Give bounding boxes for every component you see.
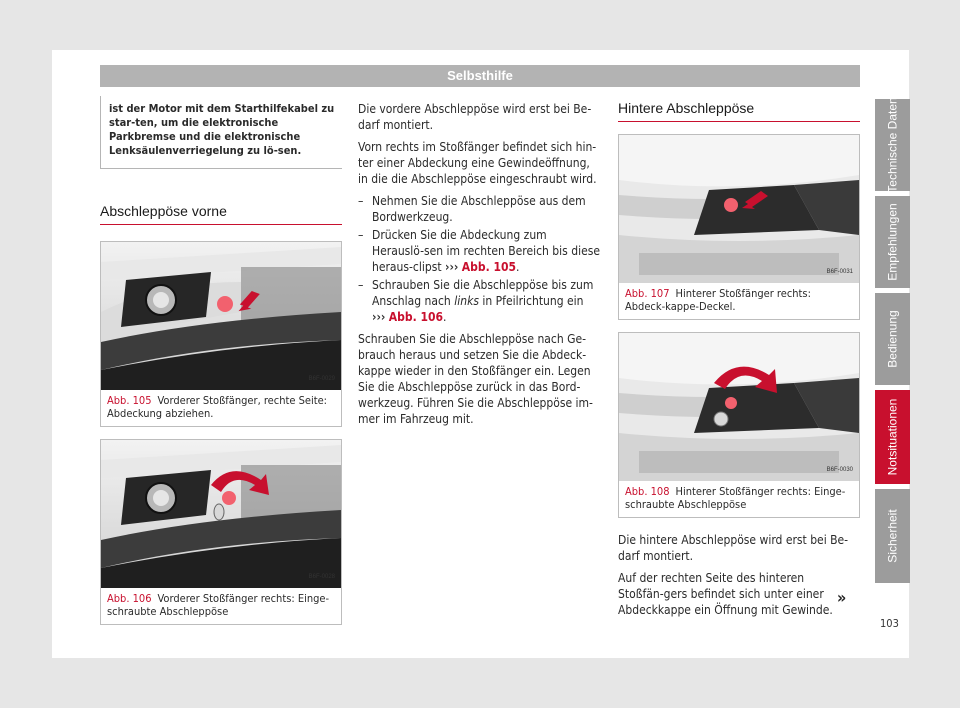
figure-caption: [101, 390, 341, 426]
section-title-front: Abschleppöse vorne: [100, 203, 342, 225]
figure-code: B6F-0030: [826, 467, 853, 473]
reference-chevron: ›››: [372, 310, 386, 324]
figure-label: Abb. 108: [625, 485, 670, 498]
column-left: [100, 96, 342, 625]
step-text: in Pfeilrichtung ein: [482, 294, 584, 308]
figure-108: [618, 332, 860, 518]
instruction-list: [358, 193, 600, 325]
reference-chevron: ›››: [445, 260, 459, 274]
step-text: Schrauben Sie die Abschleppöse bis zum Anschlag nach: [372, 278, 594, 308]
column-right: [618, 100, 860, 624]
figure-reference-link[interactable]: Abb. 106: [388, 310, 443, 324]
step-text: Nehmen Sie die Abschleppöse aus dem Bordwerkzeug.: [372, 194, 586, 224]
figure-caption-text: Hinterer Stoßfänger rechts: Abdeck-kappe-Deckel.: [625, 287, 811, 313]
tab-bedienung[interactable]: Bedienung: [875, 293, 910, 385]
figure-caption-text: Vorderer Stoßfänger, rechte Seite: Abdeckung abziehen.: [107, 394, 328, 420]
tab-technische-daten[interactable]: Technische Daten: [875, 99, 910, 191]
paragraph: Vorn rechts im Stoßfänger befindet sich hin-ter einer Abdeckung eine Gewindeöffnung, in die die Abschleppöse eingeschraubt wird.: [358, 140, 597, 186]
tab-sicherheit[interactable]: Sicherheit: [875, 489, 910, 583]
figure-code: B6F-0031: [826, 269, 853, 275]
photo-rear-bumper-eye: [619, 333, 859, 481]
figure-reference-link[interactable]: Abb. 105: [461, 260, 516, 274]
tab-notsituationen[interactable]: Notsituationen: [875, 390, 910, 484]
photo-rear-bumper-cover: [619, 135, 859, 283]
figure-code: B6F-0029: [308, 376, 335, 382]
column-middle: [358, 101, 600, 433]
period: .: [443, 310, 447, 324]
step-text: Drücken Sie die Abdeckung zum Herauslö-sen im rechten Bereich bis diese heraus-clipst: [372, 228, 600, 274]
list-item: [358, 193, 600, 225]
figure-code: B6F-0028: [308, 574, 335, 580]
photo-front-bumper-cover: [101, 242, 341, 390]
paragraph: Auf der rechten Seite des hinteren Stoßfän-gers befindet sich unter einer Abdeckkappe ein Öffnung mit Gewinde.: [618, 571, 833, 617]
figure-caption: [101, 588, 341, 624]
tab-empfehlungen[interactable]: Empfehlungen: [875, 196, 910, 288]
emphasis: links: [454, 294, 479, 308]
list-item: [358, 227, 600, 275]
photo-front-bumper-eye: [101, 440, 341, 588]
figure-label: Abb. 105: [107, 394, 152, 407]
period: .: [516, 260, 520, 274]
section-title-rear: Hintere Abschleppöse: [618, 100, 860, 122]
figure-106: [100, 439, 342, 625]
paragraph: Die vordere Abschleppöse wird erst bei Be-darf montiert.: [358, 102, 592, 132]
figure-caption: [619, 283, 859, 319]
figure-caption-text: Vorderer Stoßfänger rechts: Einge-schraubte Abschleppöse: [107, 592, 330, 618]
paragraph: Die hintere Abschleppöse wird erst bei Be-darf montiert.: [618, 533, 849, 563]
warning-continuation: ist der Motor mit dem Starthilfekabel zu star-ten, um die elektronische Parkbremse und die elektronische Lenksäulenverriegelung zu lö-sen.: [100, 96, 342, 169]
figure-caption-text: Hinterer Stoßfänger rechts: Einge-schraubte Abschleppöse: [625, 485, 846, 511]
paragraph: Schrauben Sie die Abschleppöse nach Ge-brauch heraus und setzen Sie die Abdeck-kappe wieder in den Stoßfänger ein. Legen Sie die Abschleppöse zurück in das Bord-werkzeug. Führen Sie die Abschleppöse im-mer im Fahrzeug mit.: [358, 332, 593, 426]
figure-label: Abb. 107: [625, 287, 670, 300]
list-item: [358, 277, 600, 325]
continue-arrow-icon: »: [837, 588, 847, 607]
page-number: 103: [880, 617, 899, 630]
figure-label: Abb. 106: [107, 592, 152, 605]
figure-caption: [619, 481, 859, 517]
figure-105: [100, 241, 342, 427]
page-header: Selbsthilfe: [100, 65, 860, 87]
figure-107: [618, 134, 860, 320]
